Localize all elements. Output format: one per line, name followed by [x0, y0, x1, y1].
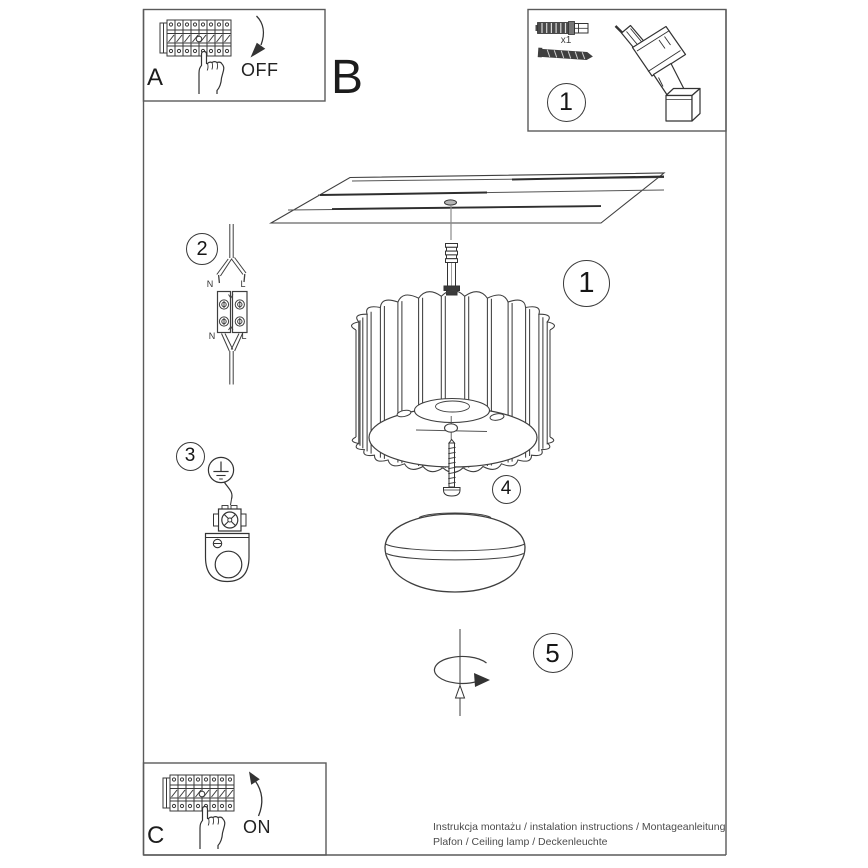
screw-icon — [538, 48, 594, 61]
panel-a-label: A — [147, 64, 164, 91]
step-3-number: 3 — [184, 445, 196, 466]
center-hole — [445, 424, 458, 432]
step-5-number: 5 — [545, 637, 560, 668]
breaker-panel-icon — [160, 20, 231, 56]
power-off-label: OFF — [241, 60, 279, 80]
step-1-badge — [563, 260, 610, 307]
wall-plug-icon — [536, 22, 589, 35]
ceiling-hole — [445, 200, 457, 205]
pointing-hand-icon-c — [200, 807, 225, 850]
panel-c-label: C — [147, 822, 165, 849]
step-3-badge — [176, 442, 205, 471]
step-2-number: 2 — [196, 237, 208, 260]
wire-l-bottom-label: L — [241, 331, 247, 341]
footer-text — [433, 820, 725, 850]
breaker-panel-icon-c — [163, 775, 234, 811]
wire-n-top-label: N — [206, 279, 214, 289]
step-5-badge — [533, 633, 573, 673]
tools-step-number: 1 — [559, 87, 573, 116]
step-4-number: 4 — [500, 478, 512, 499]
step-2-badge — [186, 233, 218, 265]
panel-b-label: B — [331, 51, 364, 104]
dowel-quantity-label: x1 — [560, 35, 572, 46]
drill-icon — [616, 26, 701, 122]
tools-step-badge — [547, 83, 586, 122]
rotation-arrow-icon — [434, 629, 490, 716]
power-on-label: ON — [243, 817, 271, 837]
pointing-hand-icon — [199, 52, 224, 95]
wire-l-top-label: L — [240, 279, 246, 289]
footer-line-1: Instrukcja montażu / instalation instructions / Montageanleitung — [433, 821, 726, 833]
lamp-shade — [385, 513, 525, 592]
anchor-bolt — [444, 244, 460, 296]
wire-n-bottom-label: N — [208, 331, 216, 341]
wire-connector — [217, 224, 247, 385]
footer-line-2: Plafon / Ceiling lamp / Deckenleuchte — [433, 836, 608, 848]
ceiling-panel — [271, 173, 664, 240]
curved-arrow-up-icon — [249, 772, 262, 817]
curved-arrow-down-icon — [251, 16, 266, 58]
step-1-number: 1 — [578, 267, 595, 299]
mounting-bracket — [206, 534, 250, 582]
ground-terminal — [214, 483, 247, 532]
ground-symbol-icon — [208, 457, 233, 482]
step-4-badge — [492, 475, 521, 504]
